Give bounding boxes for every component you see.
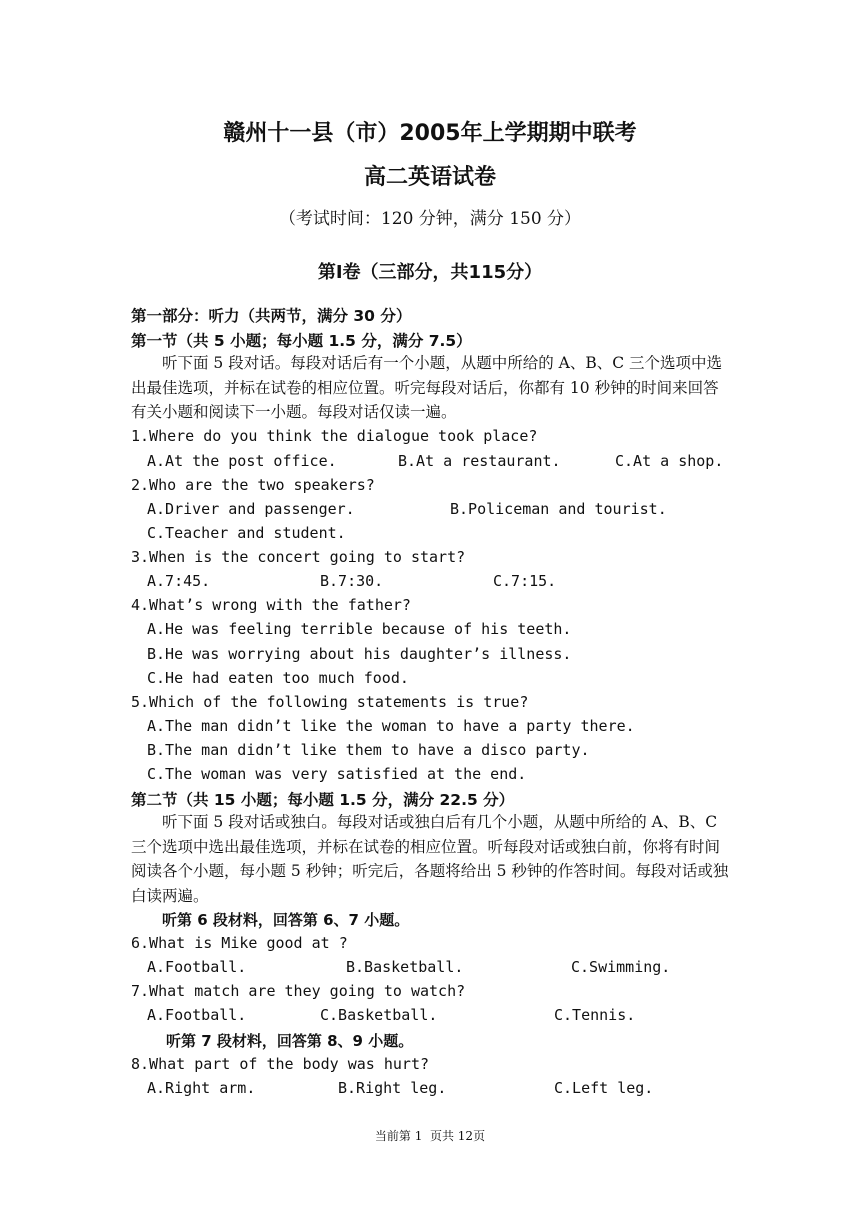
question-stem: 1.Where do you think the dialogue took place?: [131, 427, 538, 445]
option-c: C.The woman was very satisfied at the end.: [147, 765, 527, 783]
option-c: C.He had eaten too much food.: [147, 669, 409, 687]
option-b: B.7:30.: [320, 572, 384, 590]
question-stem: 6.What is Mike good at ?: [131, 934, 348, 952]
option-b: C.Basketball.: [320, 1006, 438, 1024]
exam-subtitle: 高二英语试卷: [363, 165, 496, 190]
option-b: B.At a restaurant.: [398, 452, 561, 470]
option-a: A.He was feeling terrible because of his teeth.: [147, 620, 572, 638]
section1-heading: 第一节（共 5 小题；每小题 1.5 分，满分 7.5）: [131, 332, 472, 350]
question-stem: 7.What match are they going to watch?: [131, 982, 466, 1000]
option-a: A.Football.: [147, 1006, 247, 1024]
option-b: B.He was worrying about his daughter’s illness.: [147, 645, 572, 663]
part1-heading: 第一部分：听力（共两节，满分 30 分）: [131, 307, 412, 325]
option-b: B.Right leg.: [338, 1079, 447, 1097]
option-a: A.At the post office.: [147, 452, 337, 470]
question-stem: 3.When is the concert going to start?: [131, 548, 466, 566]
exam-title: 赣州十一县（市）2005年上学期期中联考: [223, 121, 637, 146]
volume-heading: 第Ⅰ卷（三部分，共115分）: [317, 262, 543, 283]
option-a: A.Driver and passenger.: [147, 500, 355, 518]
section2-instructions: 听下面 5 段对话或独白。每段对话或独白后有几个小题，从题中所给的 A、B、C 三个选项中选出最佳选项，并标在试卷的相应位置。听每段对话或独白前，你将有时间阅读各个小题，每小题 5 秒钟；听完后，各题将给出 5 秒钟的作答时间。每段对话或独白读两遍。: [131, 813, 729, 905]
question-stem: 2.Who are the two speakers?: [131, 476, 375, 494]
section2-heading: 第二节（共 15 小题；每小题 1.5 分，满分 22.5 分）: [131, 791, 515, 809]
question-stem: 4.What’s wrong with the father?: [131, 596, 411, 614]
question-stem: 5.Which of the following statements is true?: [131, 693, 529, 711]
material-heading: 听第 7 段材料，回答第 8、9 小题。: [166, 1032, 414, 1050]
option-b: B.Policeman and tourist.: [450, 500, 667, 518]
option-c: C.Tennis.: [554, 1006, 636, 1024]
option-c: C.Swimming.: [571, 958, 671, 976]
section1-instructions: 听下面 5 段对话。每段对话后有一个小题，从题中所给的 A、B、C 三个选项中选出最佳选项，并标在试卷的相应位置。听完每段对话后，你都有 10 秒钟的时间来回答有关小题和阅读下一小题。每段对话仅读一遍。: [131, 354, 723, 421]
exam-info: （考试时间：120 分钟，满分 150 分）: [278, 209, 582, 229]
option-a: A.Football.: [147, 958, 247, 976]
material-heading: 听第 6 段材料，回答第 6、7 小题。: [162, 911, 410, 929]
option-a: A.Right arm.: [147, 1079, 256, 1097]
option-a: A.7:45.: [147, 572, 211, 590]
option-b: B.The man didn’t like them to have a disco party.: [147, 741, 590, 759]
option-c: C.Left leg.: [554, 1079, 654, 1097]
option-b: B.Basketball.: [346, 958, 464, 976]
page-footer: 当前第 1 页共 12页: [374, 1129, 486, 1143]
option-c: C.Teacher and student.: [147, 524, 346, 542]
question-stem: 8.What part of the body was hurt?: [131, 1055, 430, 1073]
option-a: A.The man didn’t like the woman to have a party there.: [147, 717, 635, 735]
option-c: C.At a shop.: [615, 452, 724, 470]
option-c: C.7:15.: [493, 572, 557, 590]
